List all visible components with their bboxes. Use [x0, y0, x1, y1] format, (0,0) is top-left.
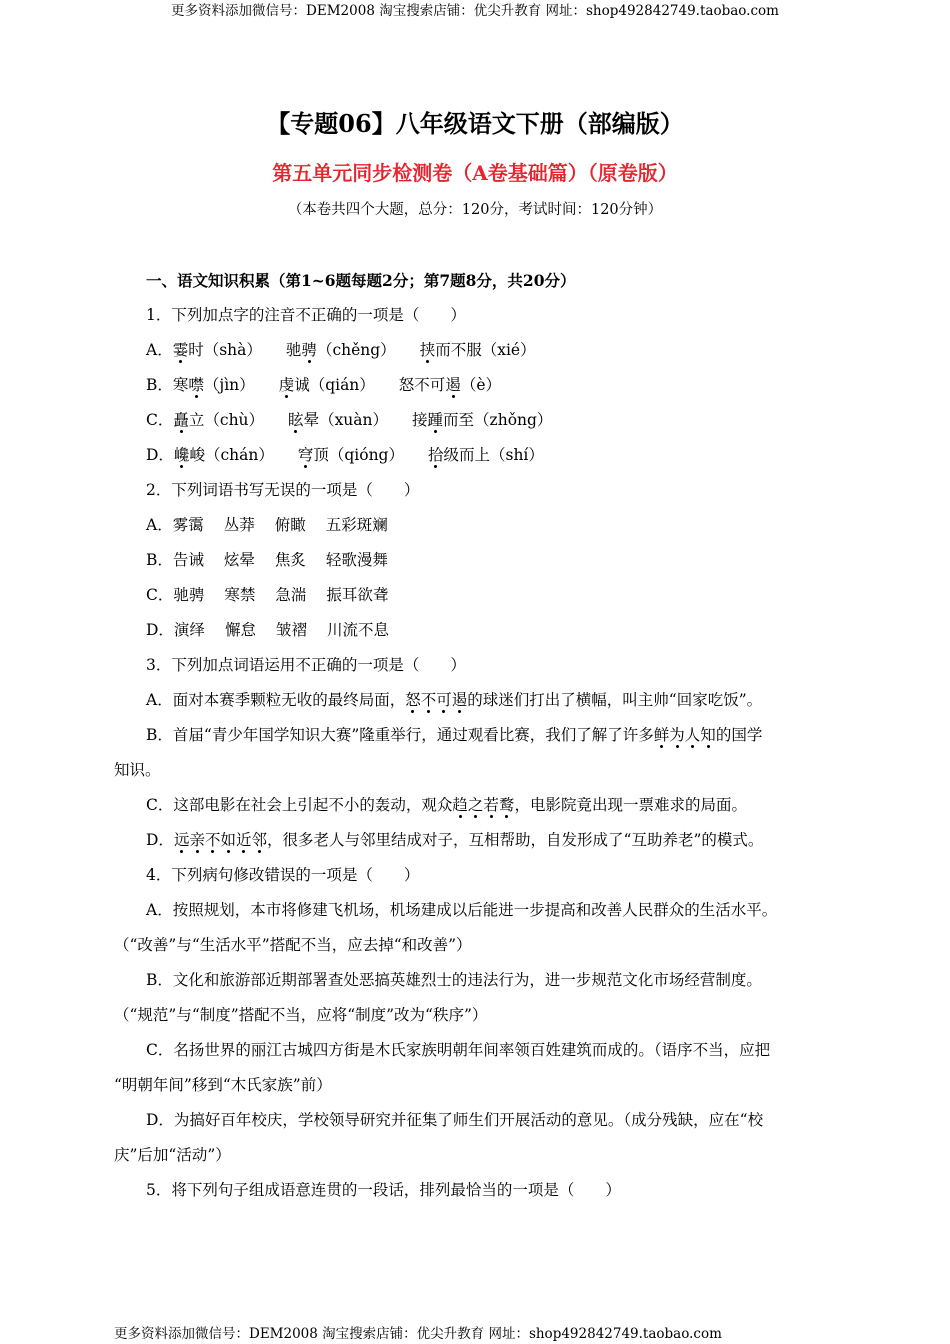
question-4-option-a: A．按照规划，本市将修建飞机场，机场建成以后能进一步提高和改善人民群众的生活水平。	[146, 901, 778, 919]
section-heading: 一、语文知识积累（第1~6题每题2分；第7题8分，共20分）	[146, 271, 576, 290]
question-4-option-a-continued: （“改善”与“生活水平”搭配不当，应去掉“和改善”）	[114, 936, 472, 954]
question-2-option-d: D．演绎 懈怠 皱褶 川流不息	[146, 621, 389, 639]
question-3-option-b-continued: 知识。	[114, 761, 161, 779]
question-2-option-a: A．雾霭 丛莽 俯瞰 五彩斑斓	[146, 516, 388, 534]
question-4-option-b-continued: （“规范”与“制度”搭配不当，应将“制度”改为“秩序”）	[114, 1006, 488, 1024]
document-subtitle: 第五单元同步检测卷（A卷基础篇）（原卷版）	[272, 161, 678, 185]
question-4-option-d: D．为搞好百年校庆，学校领导研究并征集了师生们开展活动的意见。（成分残缺，应在“校	[146, 1111, 764, 1129]
question-1-option-d: D．巉峻（chán） 穹顶（qióng） 拾级而上（shí）	[146, 446, 544, 464]
question-4-option-c: C．名扬世界的丽江古城四方街是木氏家族明朝年间率领百姓建筑而成的。（语序不当，应把	[146, 1041, 771, 1059]
question-4-option-b: B．文化和旅游部近期部署查处恶搞英雄烈士的违法行为，进一步规范文化市场经营制度。	[146, 971, 762, 989]
question-1-stem: 1．下列加点字的注音不正确的一项是（ ）	[146, 306, 466, 324]
question-4-stem: 4．下列病句修改错误的一项是（ ）	[146, 866, 420, 884]
question-4-option-d-continued: 庆”后加“活动”）	[114, 1146, 231, 1164]
question-3-stem: 3．下列加点词语运用不正确的一项是（ ）	[146, 656, 466, 674]
question-3-option-d: D．远亲不如近邻，很多老人与邻里结成对子，互相帮助，自发形成了“互助养老”的模式。	[146, 831, 764, 849]
question-3-option-b: B．首届“青少年国学知识大赛”隆重举行，通过观看比赛，我们了解了许多鲜为人知的国学	[146, 726, 763, 744]
question-5-stem: 5．将下列句子组成语意连贯的一段话，排列最恰当的一项是（ ）	[146, 1181, 621, 1199]
question-2-option-b: B．告诫 炫晕 焦炙 轻歌漫舞	[146, 551, 388, 569]
question-1-option-c: C．矗立（chù） 眩晕（xuàn） 接踵而至（zhǒng）	[146, 411, 553, 429]
question-1-option-a: A．霎时（shà） 驰骋（chěng） 挟而不服（xié）	[146, 341, 536, 359]
exam-note: （本卷共四个大题，总分：120分，考试时间：120分钟）	[287, 202, 663, 218]
question-4-option-c-continued: “明朝年间”移到“木氏家族”前）	[114, 1076, 332, 1094]
document-body	[114, 263, 830, 1208]
document-title: 【专题06】八年级语文下册（部编版）	[266, 109, 684, 138]
question-2-stem: 2．下列词语书写无误的一项是（ ）	[146, 481, 420, 499]
page-header: 更多资料添加微信号：DEM2008 淘宝搜索店铺：优尖升教育 网址：shop492842749.taobao.com	[171, 3, 779, 19]
question-3-option-a: A．面对本赛季颗粒无收的最终局面，怒不可遏的球迷们打出了横幅，叫主帅“回家吃饭”。	[146, 691, 763, 709]
question-2-option-c: C．驰骋 寒禁 急湍 振耳欲聋	[146, 586, 389, 604]
question-1-option-b: B．寒噤（jìn） 虔诚（qián） 怒不可遏（è）	[146, 376, 502, 394]
page-footer: 更多资料添加微信号：DEM2008 淘宝搜索店铺：优尖升教育 网址：shop492842749.taobao.com	[114, 1326, 722, 1342]
question-3-option-c: C．这部电影在社会上引起不小的轰动，观众趋之若鹜，电影院竟出现一票难求的局面。	[146, 796, 747, 814]
